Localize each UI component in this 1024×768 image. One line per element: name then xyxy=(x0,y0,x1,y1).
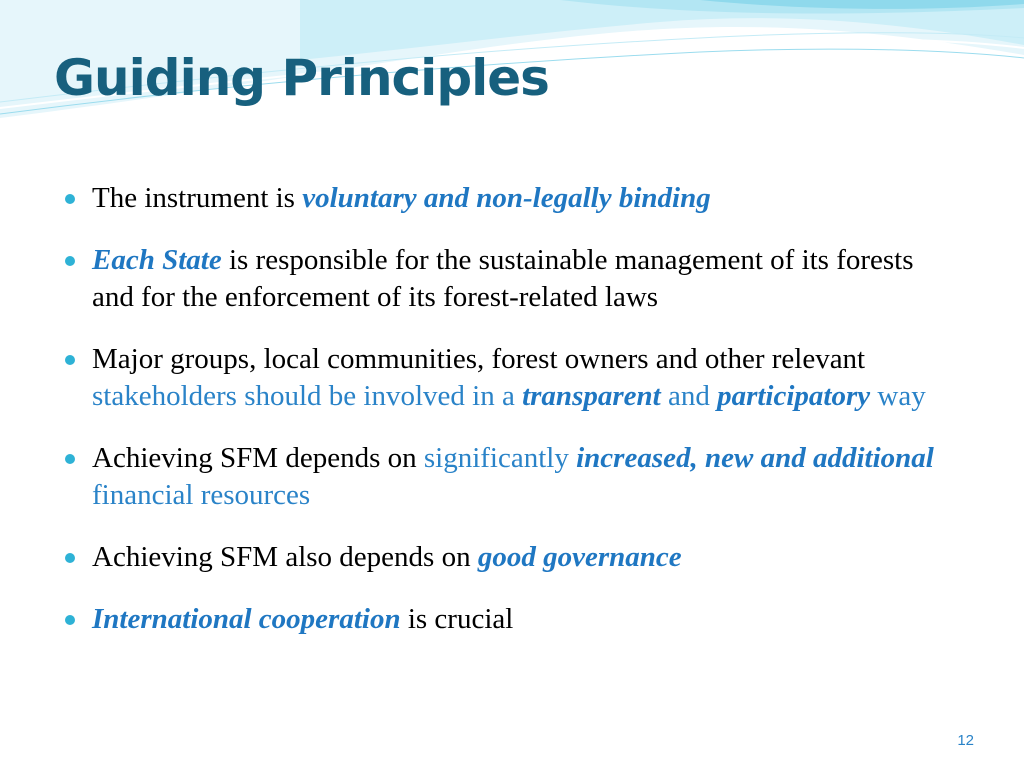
circle-bullet-icon xyxy=(65,194,75,204)
circle-bullet-icon xyxy=(65,553,75,563)
bullet-text: is responsible for the sustainable management of its forests and for the enforcement of its forest-related laws xyxy=(92,244,914,313)
bullet-text: is crucial xyxy=(400,603,514,635)
bullet-item xyxy=(62,601,962,638)
bullet-highlight: financial resources xyxy=(92,479,311,511)
bullet-list xyxy=(62,180,962,663)
circle-bullet-icon xyxy=(65,615,75,625)
bullet-highlight: and xyxy=(660,380,718,412)
circle-bullet-icon xyxy=(65,256,75,266)
bullet-item xyxy=(62,539,962,576)
bullet-highlight: stakeholders should be involved in a xyxy=(92,380,523,412)
bullet-item xyxy=(62,440,962,514)
circle-bullet-icon xyxy=(65,355,75,365)
bullet-emphasis: participatory xyxy=(717,380,871,412)
page-number: 12 xyxy=(957,732,974,749)
bullet-emphasis: Each State xyxy=(92,244,222,276)
bullet-text: Achieving SFM also depends on xyxy=(92,541,478,573)
bullet-item xyxy=(62,242,962,316)
bullet-text: Achieving SFM depends on xyxy=(92,442,424,474)
bullet-item xyxy=(62,341,962,415)
bullet-item xyxy=(62,180,962,217)
bullet-emphasis: International cooperation xyxy=(92,603,401,635)
bullet-highlight: way xyxy=(870,380,926,412)
bullet-emphasis: voluntary and non-legally binding xyxy=(302,182,711,214)
bullet-highlight: significantly xyxy=(423,442,577,474)
circle-bullet-icon xyxy=(65,454,75,464)
bullet-text: The instrument is xyxy=(92,182,303,214)
bullet-text: Major groups, local communities, forest owners and other relevant xyxy=(92,343,866,375)
bullet-emphasis: transparent xyxy=(522,380,661,412)
bullet-emphasis: increased, new and additional xyxy=(576,442,934,474)
slide-title: Guiding Principles xyxy=(54,49,549,107)
bullet-emphasis: good governance xyxy=(477,541,682,573)
